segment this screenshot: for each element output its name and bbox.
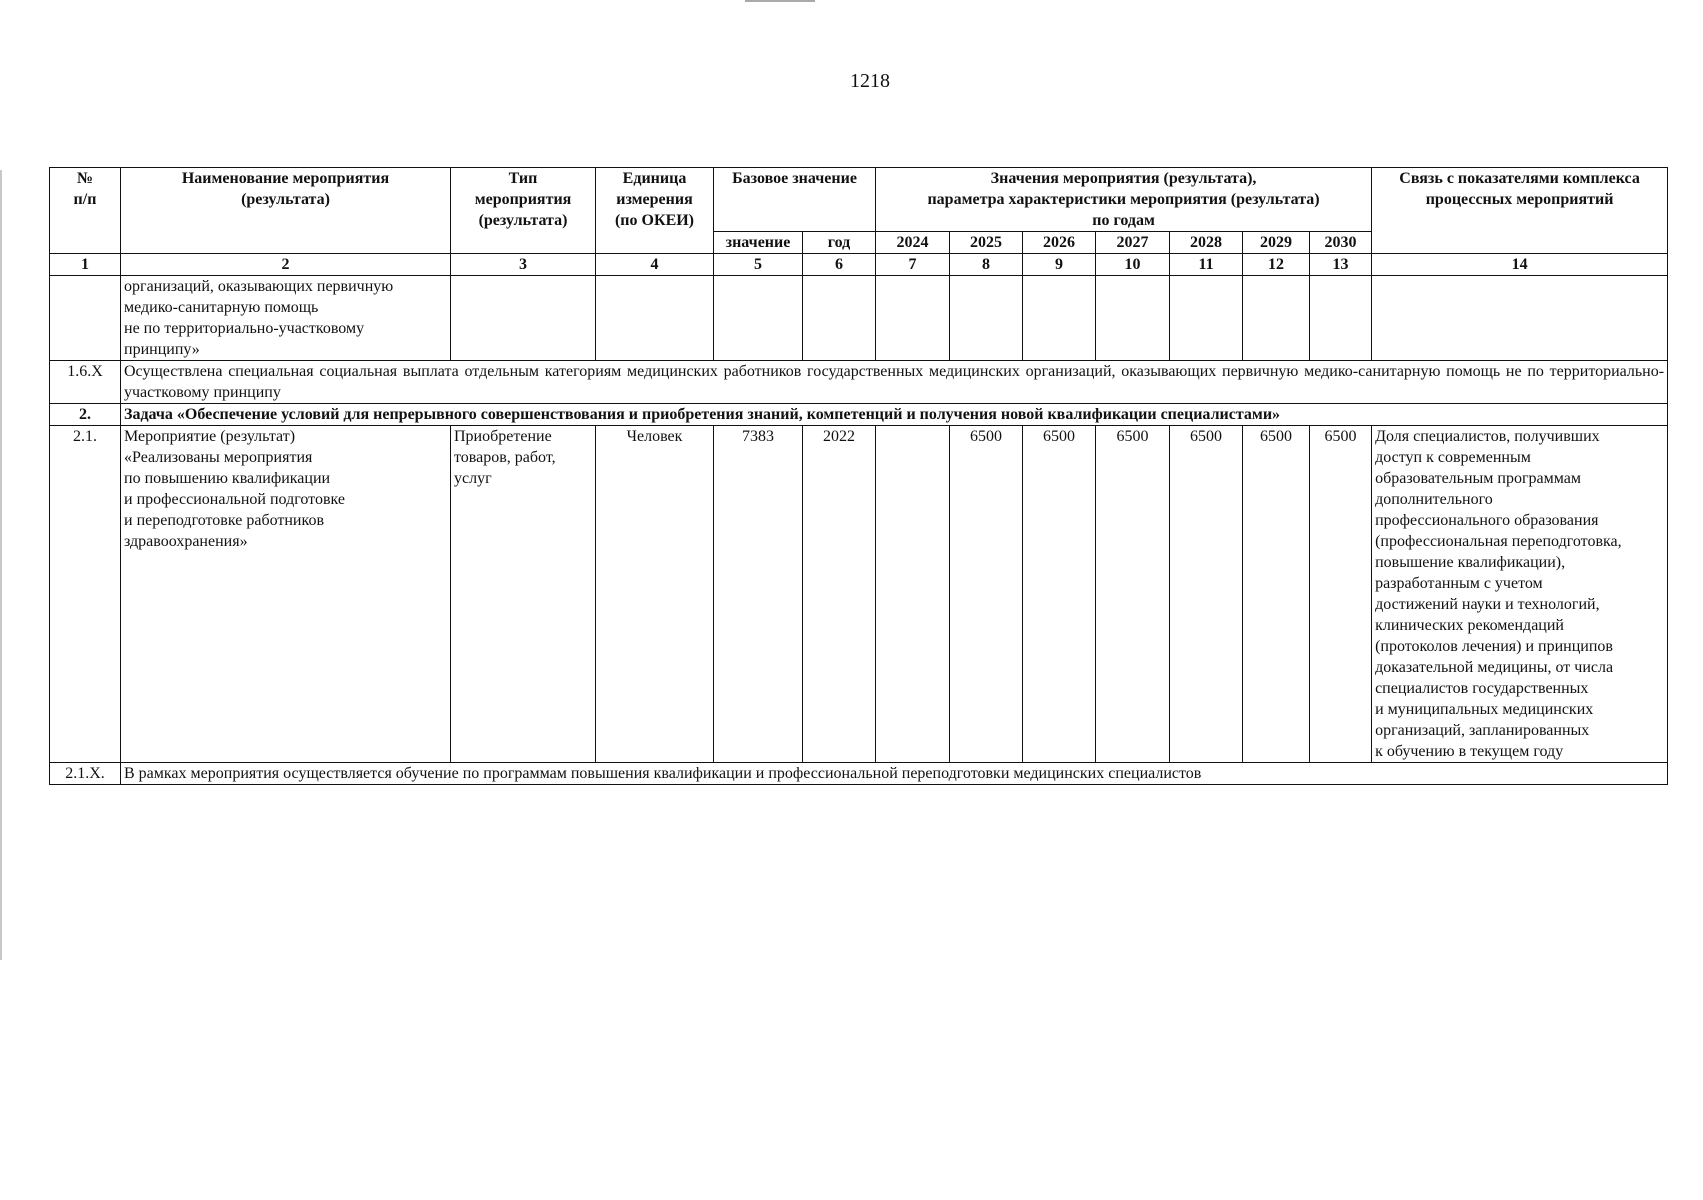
page-number: 1218: [850, 70, 890, 92]
col-unit-header: Единица измерения (по ОКЕИ): [596, 168, 714, 254]
col-link-header: Связь с показателями комплекса процессных мероприятий: [1372, 168, 1668, 254]
unit: Человек: [596, 426, 714, 763]
task-title: Задача «Обеспечение условий для непрерывного совершенствования и приобретения знаний, компетенций и получения новой квалификации специалистами»: [121, 404, 1668, 426]
indicator-link: Доля специалистов, получивших доступ к современным образовательным программам дополнительного профессионального образования (профессиональная переподготовка, повышение квалификации), разработанным с учетом достижений науки и технологий, клинических рекомендаций (протоколов лечения) и принципов доказательной медицины, от числа специалистов государственных и муниципальных медицинских организаций, запланированных к обучению в текущем году: [1372, 426, 1668, 763]
column-numbers-row: [50, 254, 1668, 276]
measure-name: Мероприятие (результат) «Реализованы мероприятия по повышению квалификации и профессиональной подготовке и переподготовке работников здравоохранения»: [121, 426, 451, 763]
year-value: 6500: [1170, 426, 1243, 763]
year-value: 6500: [1243, 426, 1310, 763]
base-value: 7383: [714, 426, 803, 763]
base-year: 2022: [803, 426, 876, 763]
table-row-1-6-x: [50, 361, 1668, 404]
year-value: 6500: [950, 426, 1023, 763]
year-value: 6500: [1023, 426, 1096, 763]
year-header: 2028: [1170, 232, 1243, 254]
row-number: 2.: [50, 404, 121, 426]
column-number: 2: [121, 254, 451, 276]
year-value: 6500: [1096, 426, 1170, 763]
base-value-subheader: значение: [714, 232, 803, 254]
column-number: 4: [596, 254, 714, 276]
row-description: Осуществлена специальная социальная выплата отдельным категориям медицинских работников государственных медицинских организаций, оказывающих первичную медико-санитарную помощь не по территориально-участковому принципу: [121, 361, 1668, 404]
row-description: В рамках мероприятия осуществляется обучение по программам повышения квалификации и профессиональной переподготовки медицинских специалистов: [121, 763, 1668, 785]
col-base-header: Базовое значение: [714, 168, 876, 232]
col-values-header: Значения мероприятия (результата), параметра характеристики мероприятия (результата) по годам: [876, 168, 1372, 232]
measure-name: организаций, оказывающих первичную медико-санитарную помощь не по территориально-участковому принципу»: [121, 276, 451, 361]
row-number: 2.1.: [50, 426, 121, 763]
year-header: 2026: [1023, 232, 1096, 254]
column-number: 9: [1023, 254, 1096, 276]
column-number: 12: [1243, 254, 1310, 276]
scan-edge: [0, 170, 2, 960]
column-number: 1: [50, 254, 121, 276]
measure-type: Приобретение товаров, работ, услуг: [451, 426, 596, 763]
col-no-header: № п/п: [50, 168, 121, 254]
year-header: 2027: [1096, 232, 1170, 254]
column-number: 7: [876, 254, 950, 276]
table-row-2-1: [50, 426, 1668, 763]
table-row-task-2: [50, 404, 1668, 426]
column-number: 6: [803, 254, 876, 276]
year-header: 2025: [950, 232, 1023, 254]
column-number: 5: [714, 254, 803, 276]
column-number: 11: [1170, 254, 1243, 276]
table-row-continuation: [50, 276, 1668, 361]
year-value: 6500: [1310, 426, 1372, 763]
column-number: 8: [950, 254, 1023, 276]
year-value: [876, 426, 950, 763]
row-number: 1.6.X: [50, 361, 121, 404]
column-number: 13: [1310, 254, 1372, 276]
header-row-1: [50, 168, 1668, 232]
base-year-subheader: год: [803, 232, 876, 254]
column-number: 10: [1096, 254, 1170, 276]
measures-table: [49, 167, 1668, 785]
year-header: 2029: [1243, 232, 1310, 254]
column-number: 3: [451, 254, 596, 276]
column-number: 14: [1372, 254, 1668, 276]
year-header: 2030: [1310, 232, 1372, 254]
row-number: 2.1.X.: [50, 763, 121, 785]
year-header: 2024: [876, 232, 950, 254]
col-type-header: Тип мероприятия (результата): [451, 168, 596, 254]
table-row-2-1-x: [50, 763, 1668, 785]
col-name-header: Наименование мероприятия (результата): [121, 168, 451, 254]
scan-mark: [745, 0, 815, 2]
